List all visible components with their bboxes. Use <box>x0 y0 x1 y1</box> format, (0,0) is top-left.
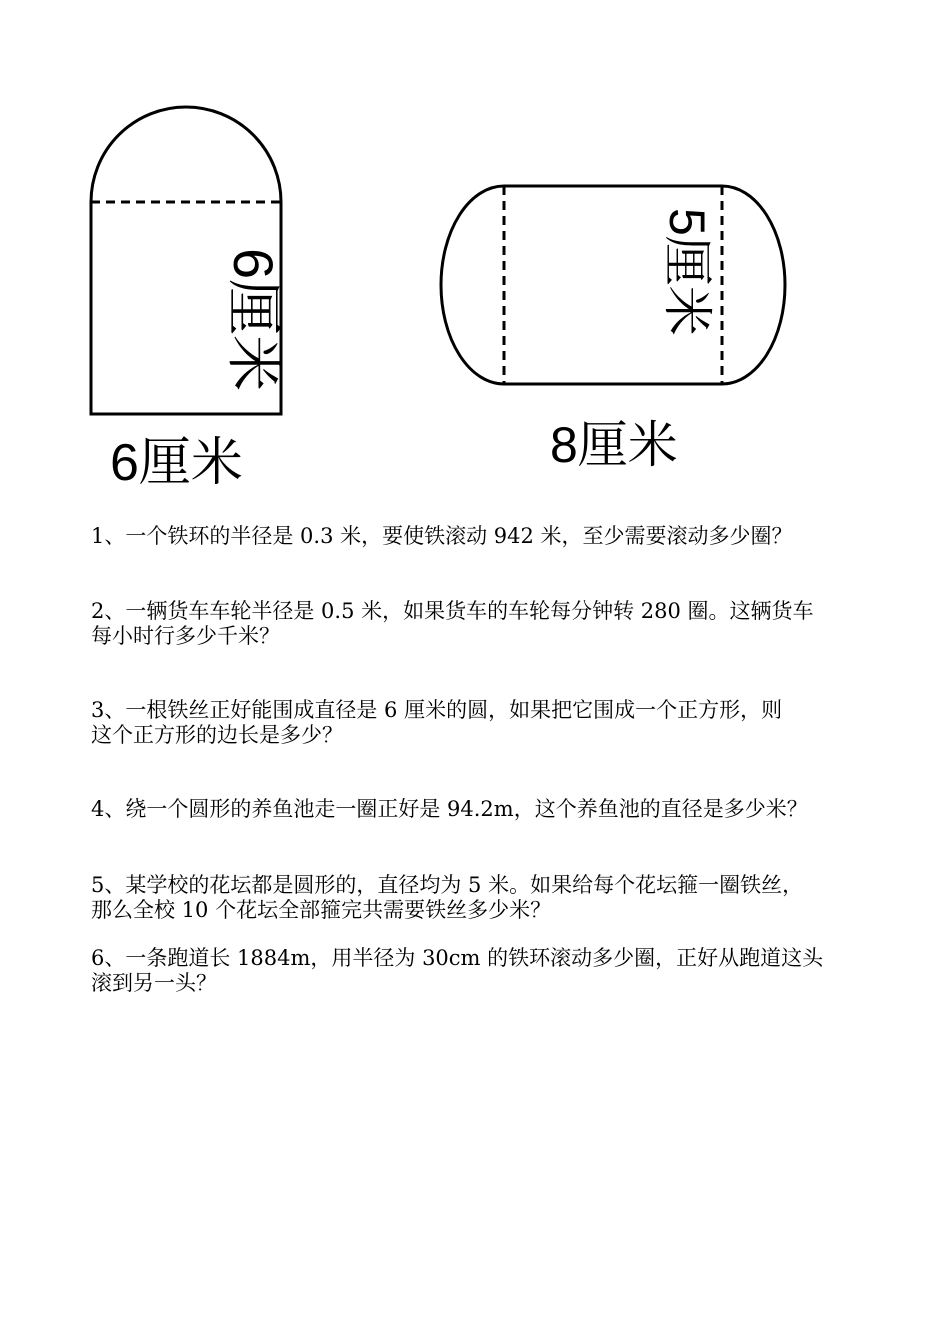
figure-1-side-label: 6厘米 <box>222 248 285 392</box>
question-4: 4、绕一个圆形的养鱼池走一圈正好是 94.2m，这个养鱼池的直径是多少米？ <box>91 797 808 821</box>
question-5: 5、某学校的花坛都是圆形的，直径均为 5 米。如果给每个花坛箍一圈铁丝， 那么全校 10 个花坛全部箍完共需要铁丝多少米？ <box>91 873 804 922</box>
question-6: 6、一条跑道长 1884m，用半径为 30cm 的铁环滚动多少圈，正好从跑道这头 滚到另一头？ <box>91 946 824 995</box>
figure-2-outline <box>441 186 785 384</box>
question-3: 3、一根铁丝正好能围成直径是 6 厘米的圆，如果把它围成一个正方形，则 这个正方形的边长是多少？ <box>91 698 783 747</box>
question-1: 1、一个铁环的半径是 0.3 米，要使铁滚动 942 米，至少需要滚动多少圈？ <box>91 524 793 548</box>
figures-area <box>0 0 950 520</box>
question-2: 2、一辆货车车轮半径是 0.5 米，如果货车的车轮每分钟转 280 圈。这辆货车 每小时行多少千米？ <box>91 599 814 648</box>
figure-2-side-label: 5厘米 <box>659 208 715 336</box>
figure-1-bottom-label: 6厘米 <box>110 434 243 492</box>
figure-1 <box>91 107 285 492</box>
figure-2-bottom-label: 8厘米 <box>550 417 678 473</box>
figure-2 <box>441 186 785 473</box>
